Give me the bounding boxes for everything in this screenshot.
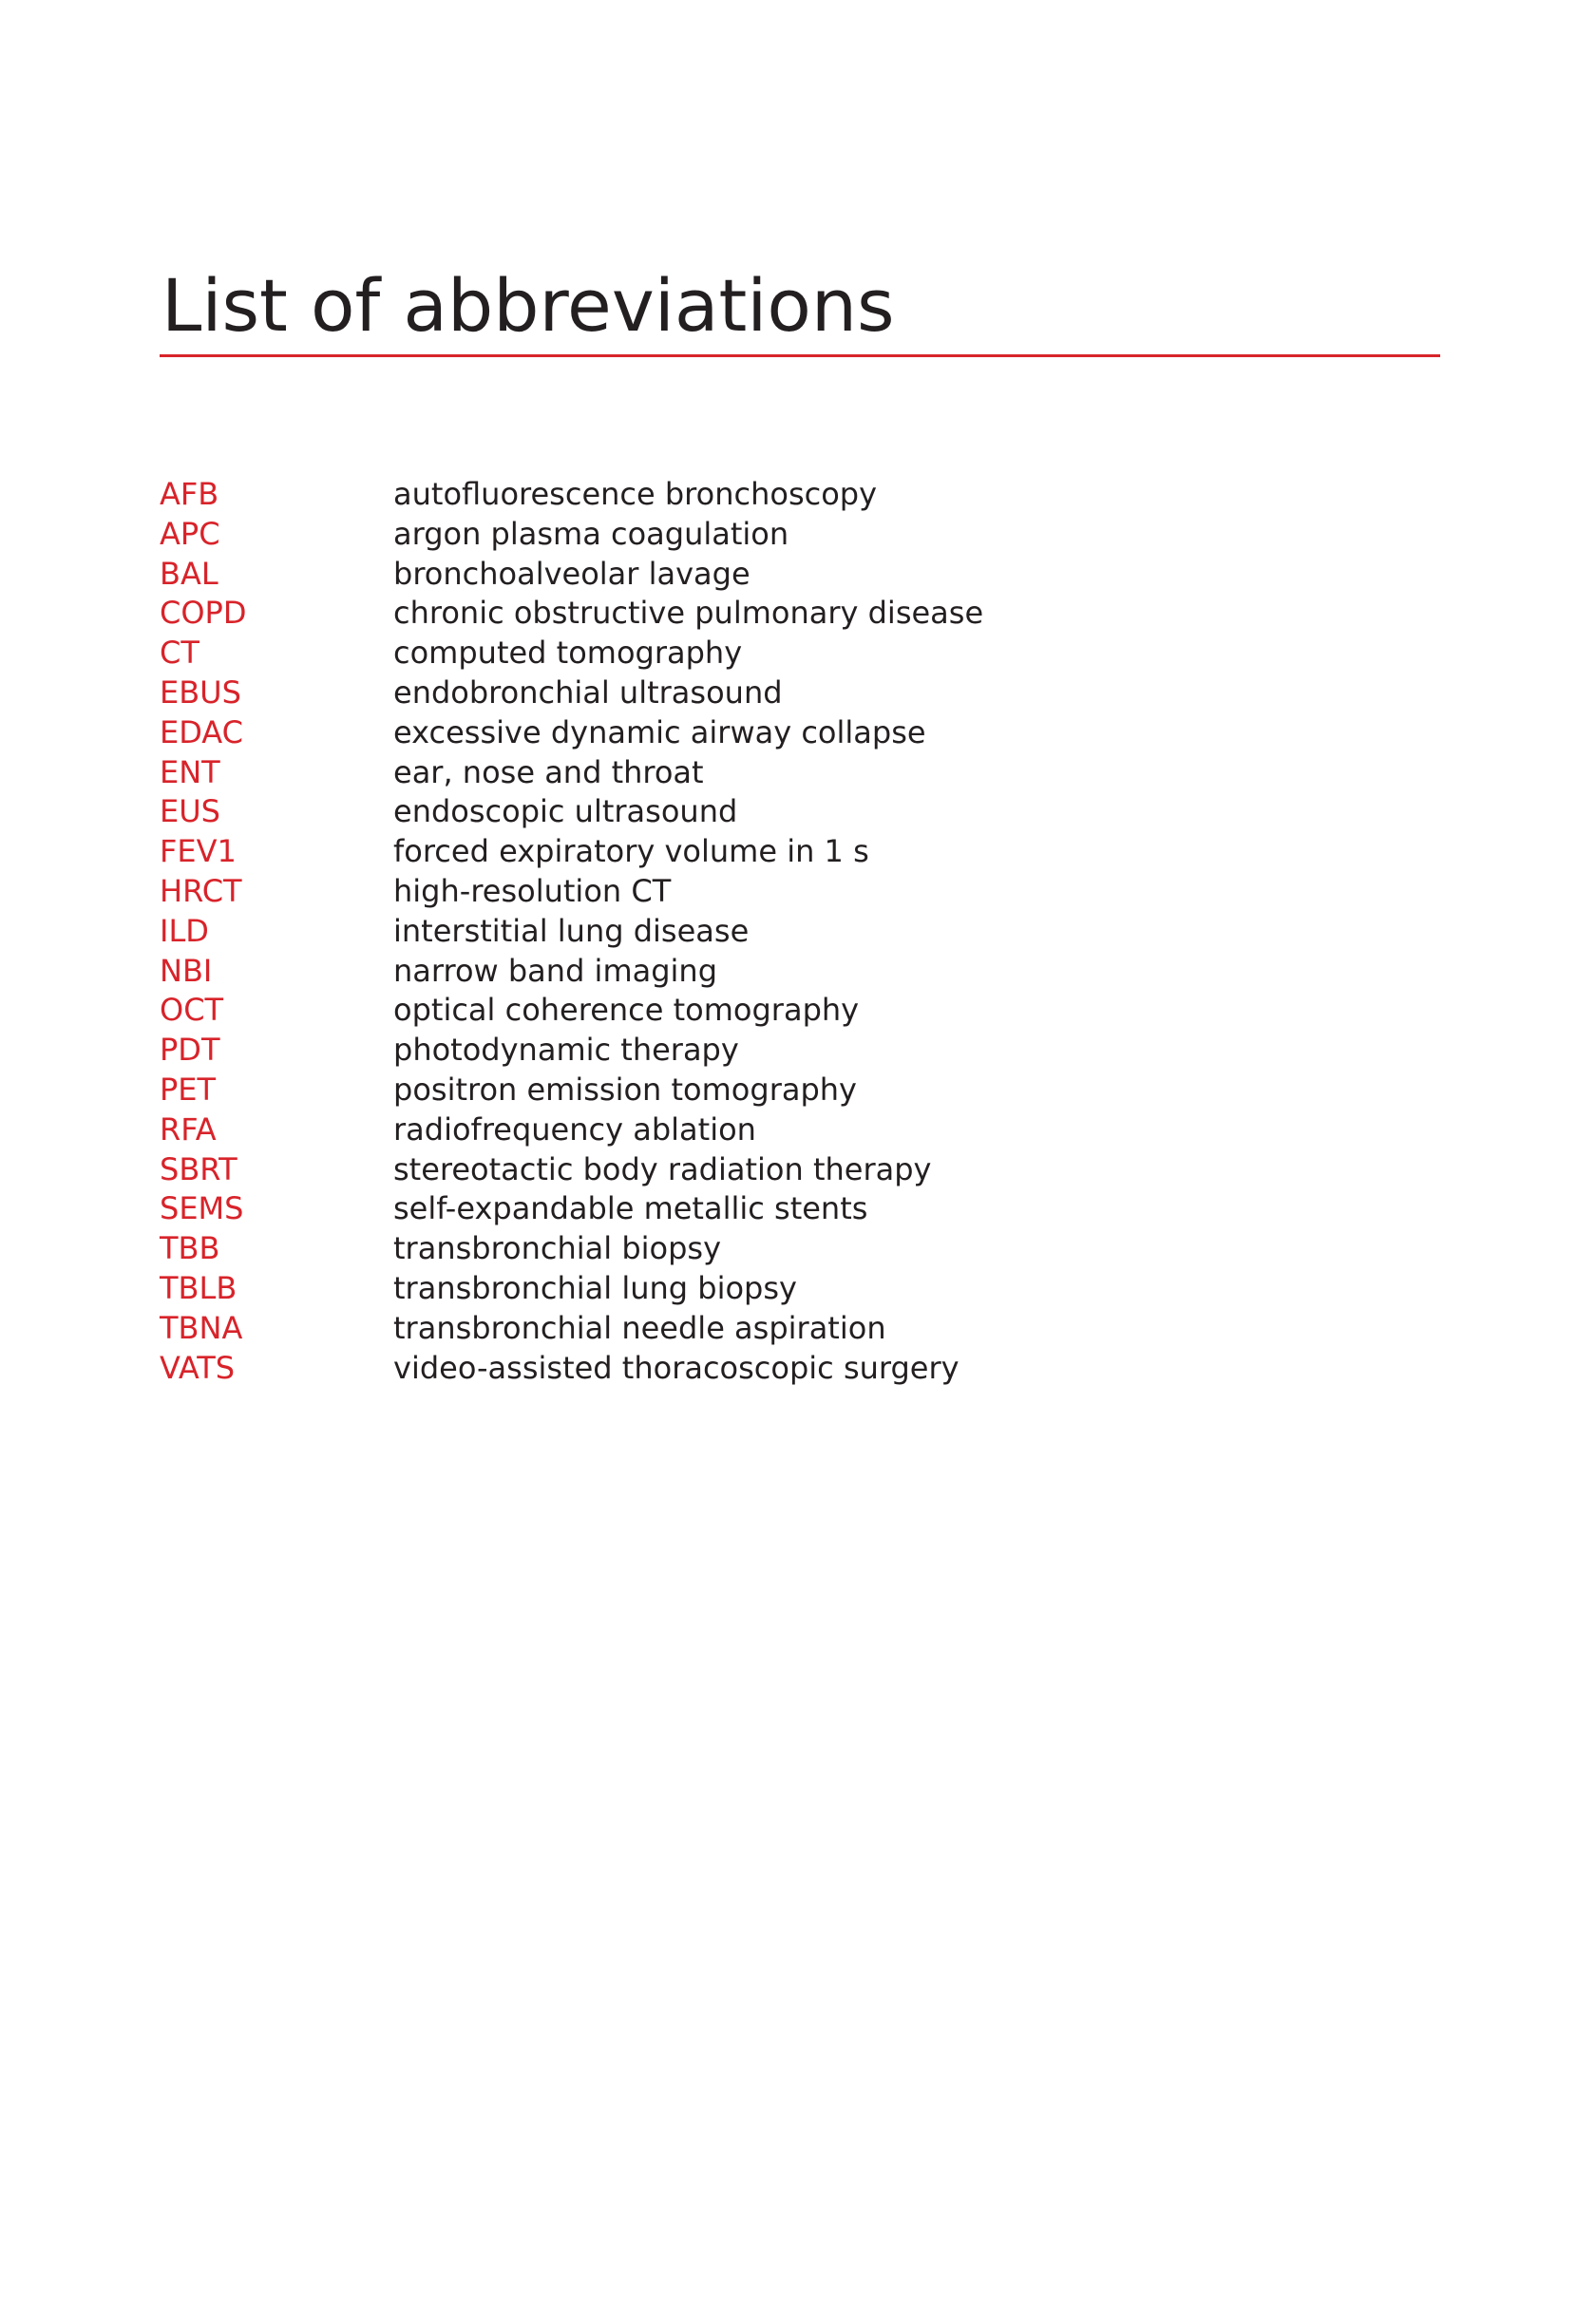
abbreviation-row bbox=[160, 1110, 983, 1150]
abbreviation-row bbox=[160, 912, 983, 952]
abbreviation-row bbox=[160, 1309, 983, 1349]
abbreviation-term: VATS bbox=[160, 1349, 236, 1386]
abbreviation-row bbox=[160, 1150, 983, 1190]
abbreviation-term: EUS bbox=[160, 793, 220, 830]
abbreviation-row bbox=[160, 792, 983, 832]
abbreviation-definition: narrow band imaging bbox=[393, 952, 718, 989]
abbreviation-definition: chronic obstructive pulmonary disease bbox=[393, 595, 984, 632]
abbreviation-definition: argon plasma coagulation bbox=[393, 515, 789, 552]
abbreviation-term: COPD bbox=[160, 595, 247, 632]
abbreviation-term: BAL bbox=[160, 555, 218, 592]
abbreviation-row bbox=[160, 674, 983, 713]
abbreviation-definition: bronchoalveolar lavage bbox=[393, 555, 750, 592]
abbreviation-term: NBI bbox=[160, 952, 213, 989]
abbreviation-definition: interstitial lung disease bbox=[393, 912, 750, 949]
abbreviation-row bbox=[160, 634, 983, 674]
abbreviation-term: RFA bbox=[160, 1110, 217, 1148]
abbreviation-term: ENT bbox=[160, 753, 220, 790]
abbreviation-row bbox=[160, 555, 983, 595]
abbreviation-list bbox=[160, 475, 983, 1388]
abbreviation-row bbox=[160, 753, 983, 793]
abbreviation-definition: computed tomography bbox=[393, 635, 743, 672]
abbreviation-definition: optical coherence tomography bbox=[393, 992, 860, 1029]
abbreviation-definition: stereotactic body radiation therapy bbox=[393, 1150, 932, 1187]
abbreviation-term: SBRT bbox=[160, 1150, 238, 1187]
abbreviation-term: TBNA bbox=[160, 1309, 243, 1346]
title-divider bbox=[160, 354, 1440, 357]
abbreviation-term: ILD bbox=[160, 912, 209, 949]
abbreviation-term: TBB bbox=[160, 1230, 220, 1267]
abbreviation-definition: endoscopic ultrasound bbox=[393, 793, 738, 830]
abbreviation-term: SEMS bbox=[160, 1190, 244, 1227]
abbreviation-term: PET bbox=[160, 1071, 217, 1108]
abbreviation-definition: transbronchial biopsy bbox=[393, 1230, 722, 1267]
abbreviation-definition: ear, nose and throat bbox=[393, 753, 704, 790]
abbreviation-definition: video-assisted thoracoscopic surgery bbox=[393, 1349, 960, 1386]
abbreviation-term: FEV1 bbox=[160, 833, 237, 870]
abbreviation-definition: positron emission tomography bbox=[393, 1071, 857, 1108]
abbreviation-row bbox=[160, 1189, 983, 1229]
abbreviation-row bbox=[160, 1229, 983, 1269]
abbreviation-row bbox=[160, 991, 983, 1031]
abbreviation-row bbox=[160, 1071, 983, 1110]
abbreviation-definition: transbronchial needle aspiration bbox=[393, 1309, 886, 1346]
abbreviation-definition: forced expiratory volume in 1 s bbox=[393, 833, 869, 870]
abbreviation-definition: autofluorescence bronchoscopy bbox=[393, 476, 878, 512]
abbreviation-definition: excessive dynamic airway collapse bbox=[393, 713, 926, 750]
abbreviation-term: AFB bbox=[160, 476, 219, 512]
abbreviation-row bbox=[160, 1031, 983, 1071]
abbreviation-term: EDAC bbox=[160, 713, 243, 750]
abbreviation-definition: self-expandable metallic stents bbox=[393, 1190, 868, 1227]
abbreviation-definition: radiofrequency ablation bbox=[393, 1110, 756, 1148]
abbreviation-term: APC bbox=[160, 515, 220, 552]
abbreviation-row bbox=[160, 515, 983, 555]
abbreviation-definition: photodynamic therapy bbox=[393, 1032, 739, 1069]
abbreviation-definition: high-resolution CT bbox=[393, 872, 672, 909]
abbreviation-row bbox=[160, 952, 983, 992]
abbreviation-term: CT bbox=[160, 635, 200, 672]
abbreviation-term: TBLB bbox=[160, 1269, 238, 1306]
abbreviation-term: PDT bbox=[160, 1032, 220, 1069]
abbreviation-definition: transbronchial lung biopsy bbox=[393, 1269, 797, 1306]
abbreviation-row bbox=[160, 1349, 983, 1389]
abbreviation-row bbox=[160, 594, 983, 634]
abbreviation-term: HRCT bbox=[160, 872, 242, 909]
abbreviation-row bbox=[160, 713, 983, 753]
abbreviation-row bbox=[160, 1269, 983, 1309]
abbreviation-row bbox=[160, 832, 983, 872]
abbreviation-definition: endobronchial ultrasound bbox=[393, 674, 783, 711]
abbreviation-row bbox=[160, 872, 983, 912]
abbreviation-term: EBUS bbox=[160, 674, 241, 711]
abbreviation-row bbox=[160, 475, 983, 515]
abbreviation-term: OCT bbox=[160, 992, 224, 1029]
page-title: List of abbreviations bbox=[162, 263, 895, 348]
